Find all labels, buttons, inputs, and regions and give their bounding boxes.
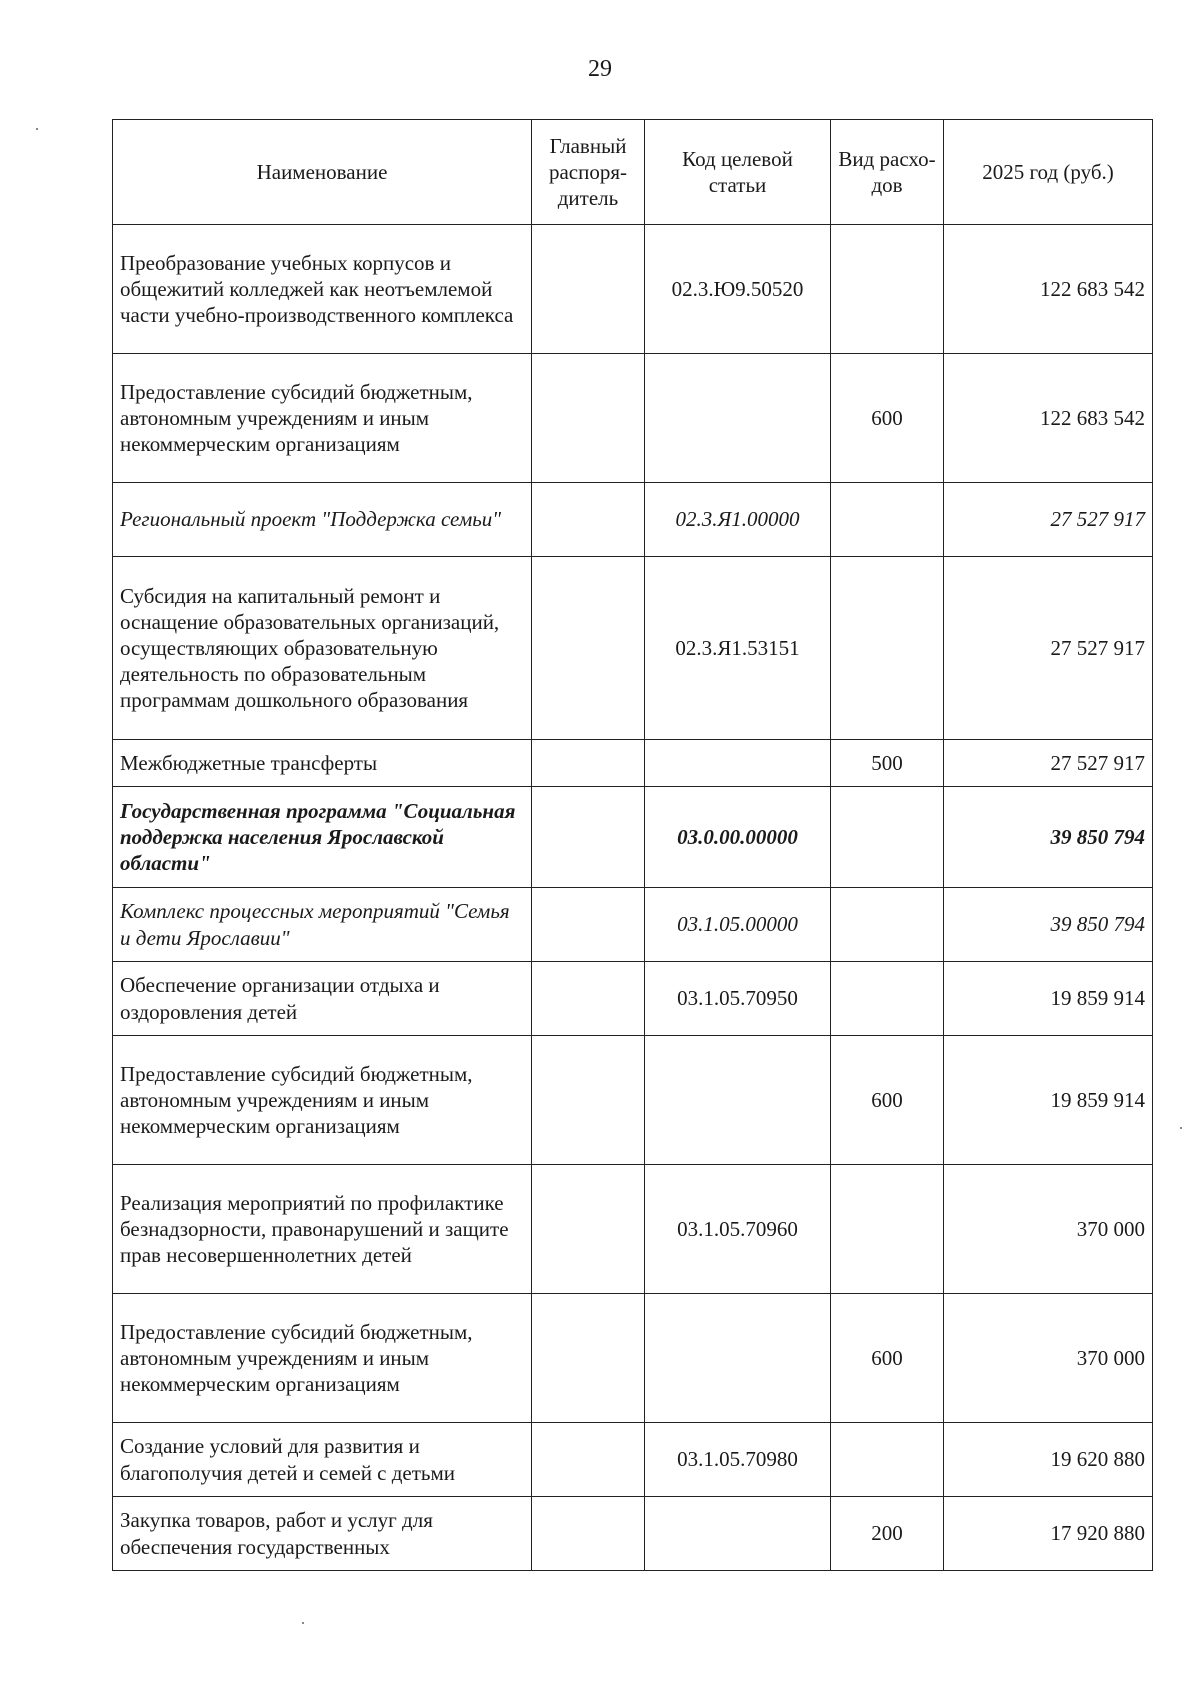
row-expense-type	[831, 483, 944, 557]
row-expense-type	[831, 225, 944, 354]
row-expense-type	[831, 1165, 944, 1294]
row-amount: 370 000	[944, 1165, 1153, 1294]
row-expense-type	[831, 787, 944, 888]
row-name: Обеспечение организации отдыха и оздоровления детей	[113, 962, 532, 1036]
table-row	[113, 1294, 1153, 1423]
row-main-manager	[532, 225, 645, 354]
table-row	[113, 1165, 1153, 1294]
row-amount: 27 527 917	[944, 557, 1153, 740]
row-main-manager	[532, 354, 645, 483]
scan-speck	[36, 128, 38, 130]
row-name: Государственная программа "Социальная поддержка населения Ярославской области"	[113, 787, 532, 888]
table-row	[113, 740, 1153, 787]
table-row	[113, 225, 1153, 354]
row-main-manager	[532, 1294, 645, 1423]
row-main-manager	[532, 1036, 645, 1165]
header-target-code: Код целевой статьи	[645, 120, 831, 225]
row-name: Комплекс процессных мероприятий "Семья и дети Ярославии"	[113, 888, 532, 962]
row-main-manager	[532, 787, 645, 888]
row-amount: 19 859 914	[944, 1036, 1153, 1165]
table-row	[113, 888, 1153, 962]
row-amount: 39 850 794	[944, 888, 1153, 962]
row-amount: 27 527 917	[944, 483, 1153, 557]
row-amount: 19 859 914	[944, 962, 1153, 1036]
row-name: Преобразование учебных корпусов и общежитий колледжей как неотъемлемой части учебно-производственного комплекса	[113, 225, 532, 354]
row-amount: 370 000	[944, 1294, 1153, 1423]
row-code: 03.1.05.70980	[645, 1423, 831, 1497]
row-code: 03.0.00.00000	[645, 787, 831, 888]
row-main-manager	[532, 888, 645, 962]
table-row	[113, 354, 1153, 483]
table-row	[113, 962, 1153, 1036]
row-code	[645, 740, 831, 787]
row-name: Предоставление субсидий бюджетным, автономным учреждениям и иным некоммерческим организациям	[113, 354, 532, 483]
row-amount: 27 527 917	[944, 740, 1153, 787]
row-amount: 122 683 542	[944, 225, 1153, 354]
row-expense-type	[831, 888, 944, 962]
row-code	[645, 1036, 831, 1165]
row-name: Субсидия на капитальный ремонт и оснащение образовательных организаций, осуществляющих образовательную деятельность по образовательным программам дошкольного образования	[113, 557, 532, 740]
header-year-2025: 2025 год (руб.)	[944, 120, 1153, 225]
row-name: Предоставление субсидий бюджетным, автономным учреждениям и иным некоммерческим организациям	[113, 1294, 532, 1423]
row-code	[645, 1294, 831, 1423]
row-name: Создание условий для развития и благополучия детей и семей с детьми	[113, 1423, 532, 1497]
scan-speck	[1180, 1127, 1182, 1129]
row-expense-type: 200	[831, 1497, 944, 1571]
row-expense-type: 600	[831, 1294, 944, 1423]
row-expense-type: 600	[831, 354, 944, 483]
row-main-manager	[532, 962, 645, 1036]
row-name: Межбюджетные трансферты	[113, 740, 532, 787]
row-code: 02.3.Я1.53151	[645, 557, 831, 740]
row-amount: 17 920 880	[944, 1497, 1153, 1571]
row-code: 03.1.05.70950	[645, 962, 831, 1036]
row-amount: 122 683 542	[944, 354, 1153, 483]
header-expense-type: Вид расхо-дов	[831, 120, 944, 225]
scan-speck	[302, 1622, 304, 1624]
row-name: Региональный проект "Поддержка семьи"	[113, 483, 532, 557]
row-amount: 19 620 880	[944, 1423, 1153, 1497]
row-main-manager	[532, 740, 645, 787]
header-name: Наименование	[113, 120, 532, 225]
row-code	[645, 354, 831, 483]
row-main-manager	[532, 483, 645, 557]
row-main-manager	[532, 1423, 645, 1497]
row-expense-type	[831, 962, 944, 1036]
row-expense-type: 500	[831, 740, 944, 787]
row-amount: 39 850 794	[944, 787, 1153, 888]
table-row	[113, 483, 1153, 557]
table-row	[113, 1497, 1153, 1571]
row-code: 03.1.05.70960	[645, 1165, 831, 1294]
table-header-row	[113, 120, 1153, 225]
table-row	[113, 787, 1153, 888]
table-row	[113, 557, 1153, 740]
row-code	[645, 1497, 831, 1571]
row-name: Закупка товаров, работ и услуг для обеспечения государственных	[113, 1497, 532, 1571]
row-code: 02.3.Ю9.50520	[645, 225, 831, 354]
row-expense-type	[831, 1423, 944, 1497]
header-main-manager: Главный распоря-дитель	[532, 120, 645, 225]
row-main-manager	[532, 1497, 645, 1571]
table-row	[113, 1036, 1153, 1165]
row-expense-type: 600	[831, 1036, 944, 1165]
table-row	[113, 1423, 1153, 1497]
budget-table	[112, 119, 1153, 1571]
row-code: 02.3.Я1.00000	[645, 483, 831, 557]
row-name: Реализация мероприятий по профилактике безнадзорности, правонарушений и защите прав несовершеннолетних детей	[113, 1165, 532, 1294]
row-name: Предоставление субсидий бюджетным, автономным учреждениям и иным некоммерческим организациям	[113, 1036, 532, 1165]
row-main-manager	[532, 1165, 645, 1294]
row-main-manager	[532, 557, 645, 740]
row-expense-type	[831, 557, 944, 740]
page-number: 29	[588, 56, 612, 82]
row-code: 03.1.05.00000	[645, 888, 831, 962]
